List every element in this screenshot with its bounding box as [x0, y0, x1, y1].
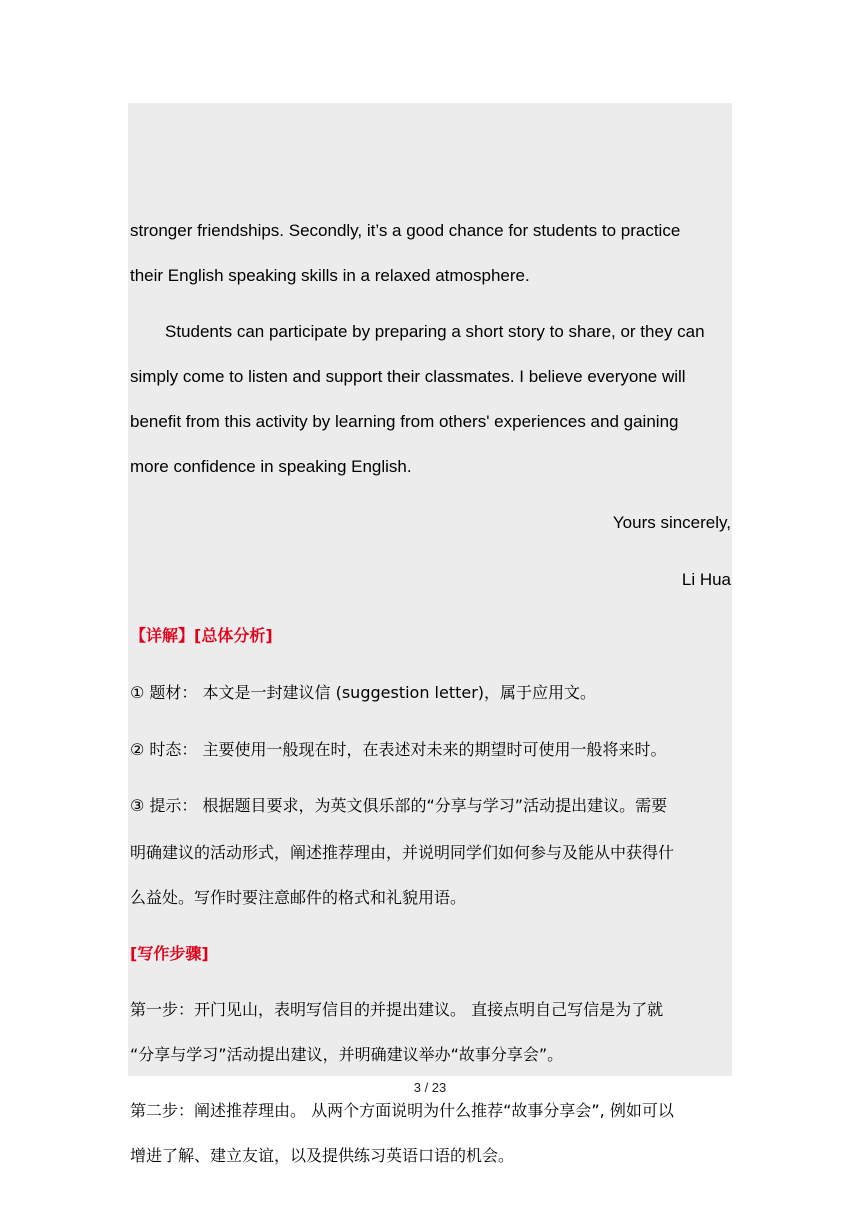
page-number: 3 / 23: [413, 1080, 447, 1095]
analysis-item-tense: ② 时态： 主要使用一般现在时，在表述对未来的期望时可使用一般将来时。: [130, 740, 667, 759]
step-one-continued: “分享与学习”活动提出建议，并明确建议举办“故事分享会”。: [130, 1045, 564, 1064]
letter-line: simply come to listen and support their classmates. I believe everyone will: [130, 367, 686, 386]
letter-line: benefit from this activity by learning from others' experiences and gaining: [130, 412, 679, 431]
step-one: 第一步：开门见山，表明写信目的并提出建议。 直接点明自己写信是为了就: [130, 1000, 664, 1019]
letter-line: stronger friendships. Secondly, it’s a good chance for students to practice: [130, 221, 681, 240]
letter-signature: Li Hua: [681, 570, 731, 589]
analysis-item-tips: ③ 提示： 根据题目要求，为英文俱乐部的“分享与学习”活动提出建议。需要: [130, 796, 668, 815]
step-two-continued: 增进了解、建立友谊，以及提供练习英语口语的机会。: [130, 1146, 515, 1165]
analysis-item-topic: ① 题材： 本文是一封建议信 (suggestion letter)，属于应用文。: [130, 683, 597, 702]
steps-heading: [写作步骤]: [130, 944, 209, 963]
letter-closing: Yours sincerely,: [612, 513, 731, 532]
analysis-item-tips-continued: 明确建议的活动形式，阐述推荐理由，并说明同学们如何参与及能从中获得什: [130, 843, 675, 862]
analysis-item-tips-continued: 么益处。写作时要注意邮件的格式和礼貌用语。: [130, 888, 467, 907]
letter-paragraph-start: Students can participate by preparing a short story to share, or they can: [165, 322, 705, 341]
letter-line: more confidence in speaking English.: [130, 457, 412, 476]
letter-line: their English speaking skills in a relaxed atmosphere.: [130, 266, 530, 285]
analysis-heading: 【详解】[总体分析]: [130, 626, 273, 645]
step-two: 第二步：阐述推荐理由。 从两个方面说明为什么推荐“故事分享会”, 例如可以: [130, 1101, 674, 1120]
